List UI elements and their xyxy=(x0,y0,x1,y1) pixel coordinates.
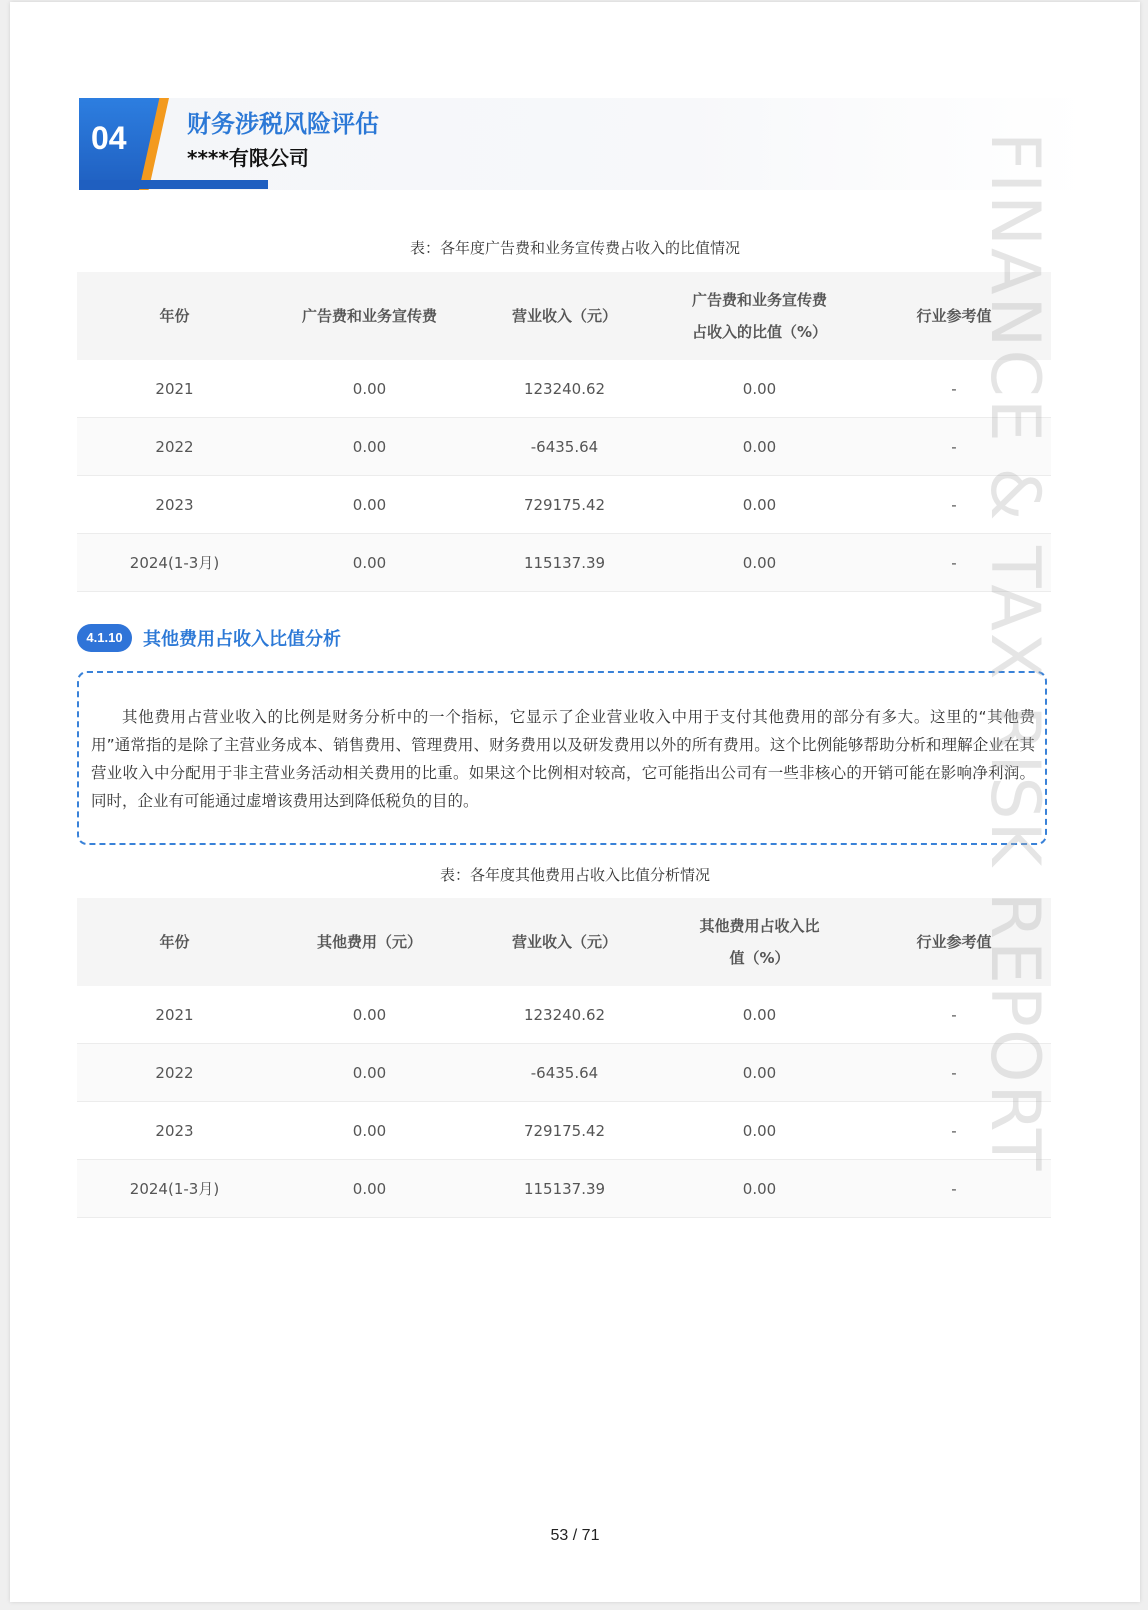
table-row xyxy=(77,418,1051,476)
table2-caption: 表：各年度其他费用占收入比值分析情况 xyxy=(439,866,710,884)
table-cell: 0.00 xyxy=(662,1044,857,1102)
table-cell: 123240.62 xyxy=(467,360,662,418)
table-cell: 729175.42 xyxy=(467,1102,662,1160)
chapter-title: 财务涉税风险评估 xyxy=(187,110,379,138)
table-cell: 0.00 xyxy=(662,418,857,476)
table-cell: - xyxy=(857,1160,1051,1218)
table-row xyxy=(77,1102,1051,1160)
table-cell: 2022 xyxy=(77,1044,272,1102)
table-cell: 0.00 xyxy=(662,360,857,418)
table-cell: 2022 xyxy=(77,418,272,476)
table-cell: -6435.64 xyxy=(467,1044,662,1102)
table-cell: 729175.42 xyxy=(467,476,662,534)
table-cell: 0.00 xyxy=(272,418,467,476)
table-cell: 0.00 xyxy=(662,534,857,592)
table-row xyxy=(77,1044,1051,1102)
page-number: 53 / 71 xyxy=(550,1527,600,1544)
column-header: 其他费用（元） xyxy=(272,898,467,986)
table-cell: 0.00 xyxy=(272,360,467,418)
column-header: 其他费用占收入比值（%） xyxy=(662,898,857,986)
table-cell: - xyxy=(857,360,1051,418)
column-header: 年份 xyxy=(77,272,272,360)
table-cell: 0.00 xyxy=(662,1102,857,1160)
table-cell: 2021 xyxy=(77,360,272,418)
section-number-badge: 4.1.10 xyxy=(77,624,132,652)
report-watermark: FINANCE & TAX RISK REPORT xyxy=(975,132,1054,1173)
explanation-paragraph: 其他费用占营业收入的比例是财务分析中的一个指标，它显示了企业营业收入中用于支付其他费用的部分有多大。这里的“其他费用”通常指的是除了主营业务成本、销售费用、管理费用、财务费用以及研发费用以外的所有费用。这个比例能够帮助分析和理解企业在其营业收入中分配用于非主营业务活动相关费用的比重。如果这个比例相对较高，它可能指出公司有一些非核心的开销可能在影响净利润。同时，企业有可能通过虚增该费用达到降低税负的目的。 xyxy=(91,708,1035,810)
table-cell: - xyxy=(857,476,1051,534)
table-cell: 2024(1-3月) xyxy=(77,534,272,592)
table-cell: 0.00 xyxy=(662,1160,857,1218)
table-cell: 123240.62 xyxy=(467,986,662,1044)
section-title: 其他费用占收入比值分析 xyxy=(143,629,341,650)
table-cell: - xyxy=(857,534,1051,592)
table-row xyxy=(77,986,1051,1044)
table-cell: 0.00 xyxy=(662,986,857,1044)
table-cell: - xyxy=(857,418,1051,476)
company-name: ****有限公司 xyxy=(187,146,309,170)
table-cell: 2021 xyxy=(77,986,272,1044)
table-row xyxy=(77,360,1051,418)
table-row xyxy=(77,1160,1051,1218)
table-cell: 0.00 xyxy=(272,986,467,1044)
table-cell: 0.00 xyxy=(272,1102,467,1160)
column-header: 行业参考值 xyxy=(857,272,1051,360)
document-page xyxy=(10,2,1140,1602)
table-cell: 0.00 xyxy=(272,476,467,534)
column-header: 广告费和业务宣传费占收入的比值（%） xyxy=(662,272,857,360)
table-cell: 2023 xyxy=(77,1102,272,1160)
table-header-row xyxy=(77,272,1051,360)
table-cell: 0.00 xyxy=(272,534,467,592)
table-header-row xyxy=(77,898,1051,986)
table-cell: 0.00 xyxy=(272,1160,467,1218)
table-cell: - xyxy=(857,986,1051,1044)
table-cell: -6435.64 xyxy=(467,418,662,476)
chapter-header xyxy=(79,98,1089,193)
column-header: 广告费和业务宣传费 xyxy=(272,272,467,360)
table-cell: - xyxy=(857,1102,1051,1160)
ad-expense-ratio-table xyxy=(77,272,1051,592)
table-cell: 115137.39 xyxy=(467,1160,662,1218)
table-cell: 0.00 xyxy=(272,1044,467,1102)
chapter-number: 04 xyxy=(91,120,127,156)
column-header: 营业收入（元） xyxy=(467,272,662,360)
table-row xyxy=(77,476,1051,534)
table-cell: - xyxy=(857,1044,1051,1102)
table-row xyxy=(77,534,1051,592)
column-header: 年份 xyxy=(77,898,272,986)
column-header: 行业参考值 xyxy=(857,898,1051,986)
column-header: 营业收入（元） xyxy=(467,898,662,986)
table-cell: 0.00 xyxy=(662,476,857,534)
table1-caption: 表：各年度广告费和业务宣传费占收入的比值情况 xyxy=(409,239,740,257)
table-cell: 115137.39 xyxy=(467,534,662,592)
other-expense-ratio-table xyxy=(77,898,1051,1218)
explanation-box xyxy=(77,671,1047,845)
table-cell: 2023 xyxy=(77,476,272,534)
header-underline-bar xyxy=(79,180,268,189)
table-cell: 2024(1-3月) xyxy=(77,1160,272,1218)
